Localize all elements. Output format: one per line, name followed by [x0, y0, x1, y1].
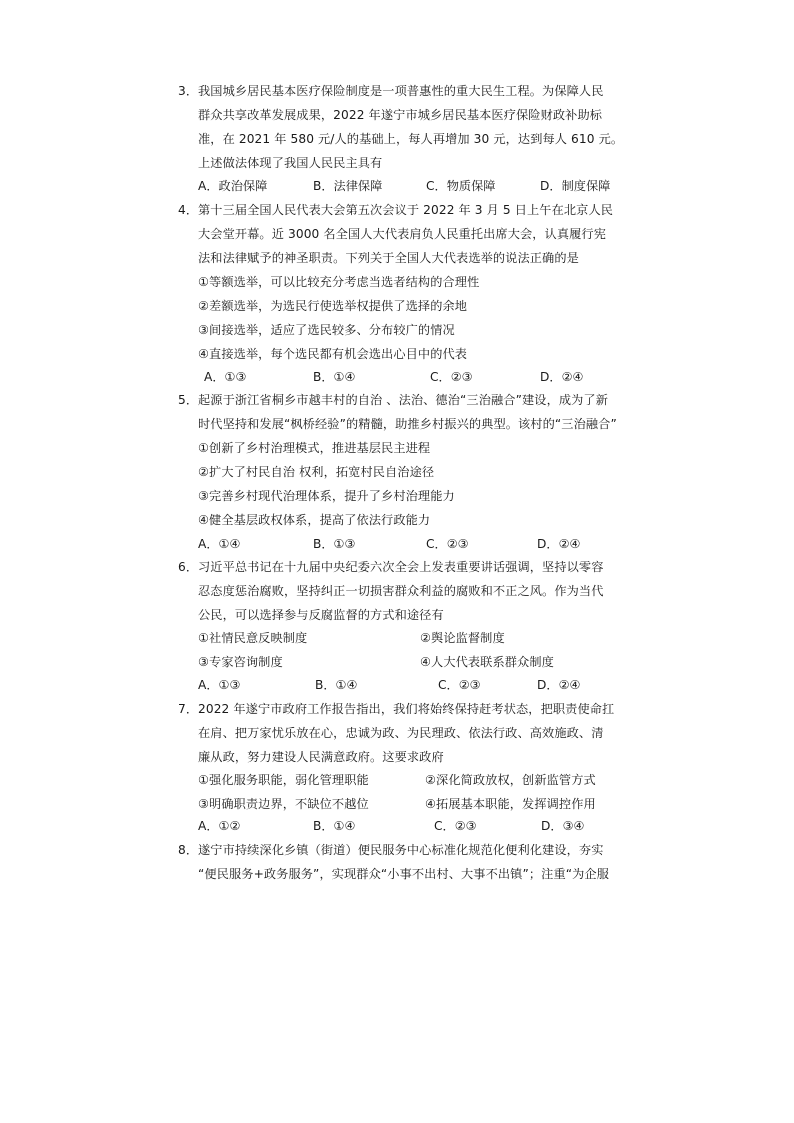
question-5-option-b: B．①③ [313, 537, 356, 551]
question-6-number: 6． [178, 560, 199, 574]
question-3-line-4: 上述做法体现了我国人民民主具有 [198, 156, 383, 170]
question-7-line-1: 2022 年遂宁市政府工作报告指出，我们将始终保持赶考状态，把职责使命扛 [198, 702, 615, 716]
question-6-line-1: 习近平总书记在十九届中央纪委六次全会上发表重要讲话强调，坚持以零容 [198, 560, 604, 574]
question-5-item-2: ②扩大了村民自治 权利，拓宽村民自治途径 [198, 465, 435, 479]
question-3-number: 3． [178, 84, 199, 98]
question-7-line-2: 在肩、把万家忧乐放在心，忠诚为政、为民理政、依法行政、高效施政、清 [198, 726, 604, 740]
question-7-option-d: D．③④ [541, 819, 585, 833]
question-8-line-1: 遂宁市持续深化乡镇（街道）便民服务中心标准化规范化便利化建设，夯实 [198, 843, 604, 857]
question-7-item-2: ②深化简政放权，创新监管方式 [425, 773, 596, 787]
question-5-line-1: 起源于浙江省桐乡市越丰村的自治 、法治、德治“三治融合”建设，成为了新 [198, 393, 609, 407]
question-7-line-3: 廉从政，努力建设人民满意政府。这要求政府 [198, 750, 444, 764]
question-5-option-c: C．②③ [426, 537, 469, 551]
question-3-option-c: C．物质保障 [426, 179, 496, 193]
question-4-option-c: C．②③ [430, 370, 473, 384]
question-5-number: 5． [178, 393, 199, 407]
question-5-option-a: A．①④ [198, 537, 241, 551]
question-6-option-d: D．②④ [537, 678, 581, 692]
question-4-item-2: ②差额选举，为选民行使选举权提供了选择的余地 [198, 299, 468, 313]
question-4-line-2: 大会堂开幕。近 3000 名全国人大代表肩负人民重托出席大会，认真履行宪 [198, 227, 606, 241]
question-6-option-b: B．①④ [315, 678, 358, 692]
question-3-line-3: 准，在 2021 年 580 元/人的基础上，每人再增加 30 元，达到每人 610 元。 [198, 132, 624, 146]
question-4-line-1: 第十三届全国人民代表大会第五次会议于 2022 年 3 月 5 日上午在北京人民 [198, 203, 614, 217]
question-7-option-a: A．①② [198, 819, 241, 833]
question-6-item-1: ①社情民意反映制度 [198, 631, 308, 645]
question-7-item-4: ④拓展基本职能，发挥调控作用 [425, 797, 596, 811]
question-6-option-c: C．②③ [438, 678, 481, 692]
question-5-item-4: ④健全基层政权体系，提高了依法行政能力 [198, 513, 431, 527]
question-8-number: 8． [178, 843, 199, 857]
question-4-item-1: ①等额选举，可以比较充分考虑当选者结构的合理性 [198, 275, 480, 289]
question-6-item-4: ④人大代表联系群众制度 [420, 655, 554, 669]
question-7-option-c: C．②③ [434, 819, 477, 833]
question-7-number: 7． [178, 702, 199, 716]
question-7-option-b: B．①④ [313, 819, 356, 833]
question-4-number: 4． [178, 203, 199, 217]
question-4-item-4: ④直接选举，每个选民都有机会选出心目中的代表 [198, 347, 468, 361]
question-3-line-1: 我国城乡居民基本医疗保险制度是一项普惠性的重大民生工程。为保障人民 [198, 84, 604, 98]
question-6-item-3: ③专家咨询制度 [198, 655, 283, 669]
question-4-line-3: 法和法律赋予的神圣职责。下列关于全国人大代表选举的说法正确的是 [198, 251, 579, 265]
question-5-item-3: ③完善乡村现代治理体系，提升了乡村治理能力 [198, 489, 455, 503]
question-3-option-d: D．制度保障 [540, 179, 611, 193]
question-3-option-a: A．政治保障 [198, 179, 268, 193]
question-5-option-d: D．②④ [537, 537, 581, 551]
question-5-item-1: ①创新了乡村治理模式，推进基层民主进程 [198, 441, 431, 455]
question-6-line-2: 忍态度惩治腐败，坚持纠正一切损害群众利益的腐败和不正之风。作为当代 [198, 584, 604, 598]
question-3-option-b: B．法律保障 [313, 179, 383, 193]
question-6-item-2: ②舆论监督制度 [420, 631, 505, 645]
question-4-option-b: B．①④ [313, 370, 356, 384]
question-3-line-2: 群众共享改革发展成果，2022 年遂宁市城乡居民基本医疗保险财政补助标 [198, 108, 603, 122]
question-6-line-3: 公民，可以选择参与反腐监督的方式和途径有 [198, 608, 444, 622]
question-7-item-1: ①强化服务职能，弱化管理职能 [198, 773, 369, 787]
question-7-item-3: ③明确职责边界，不缺位不越位 [198, 797, 369, 811]
question-4-option-d: D．②④ [540, 370, 584, 384]
question-4-item-3: ③间接选举，适应了选民较多、分布较广的情况 [198, 323, 455, 337]
question-8-line-2: “便民服务+政务服务”，实现群众“小事不出村、大事不出镇”；注重“为企服 [198, 867, 610, 881]
question-4-option-a: A．①③ [204, 370, 247, 384]
question-5-line-2: 时代坚持和发展“枫桥经验”的精髓，助推乡村振兴的典型。该村的“三治融合” [198, 417, 617, 431]
question-6-option-a: A．①③ [198, 678, 241, 692]
